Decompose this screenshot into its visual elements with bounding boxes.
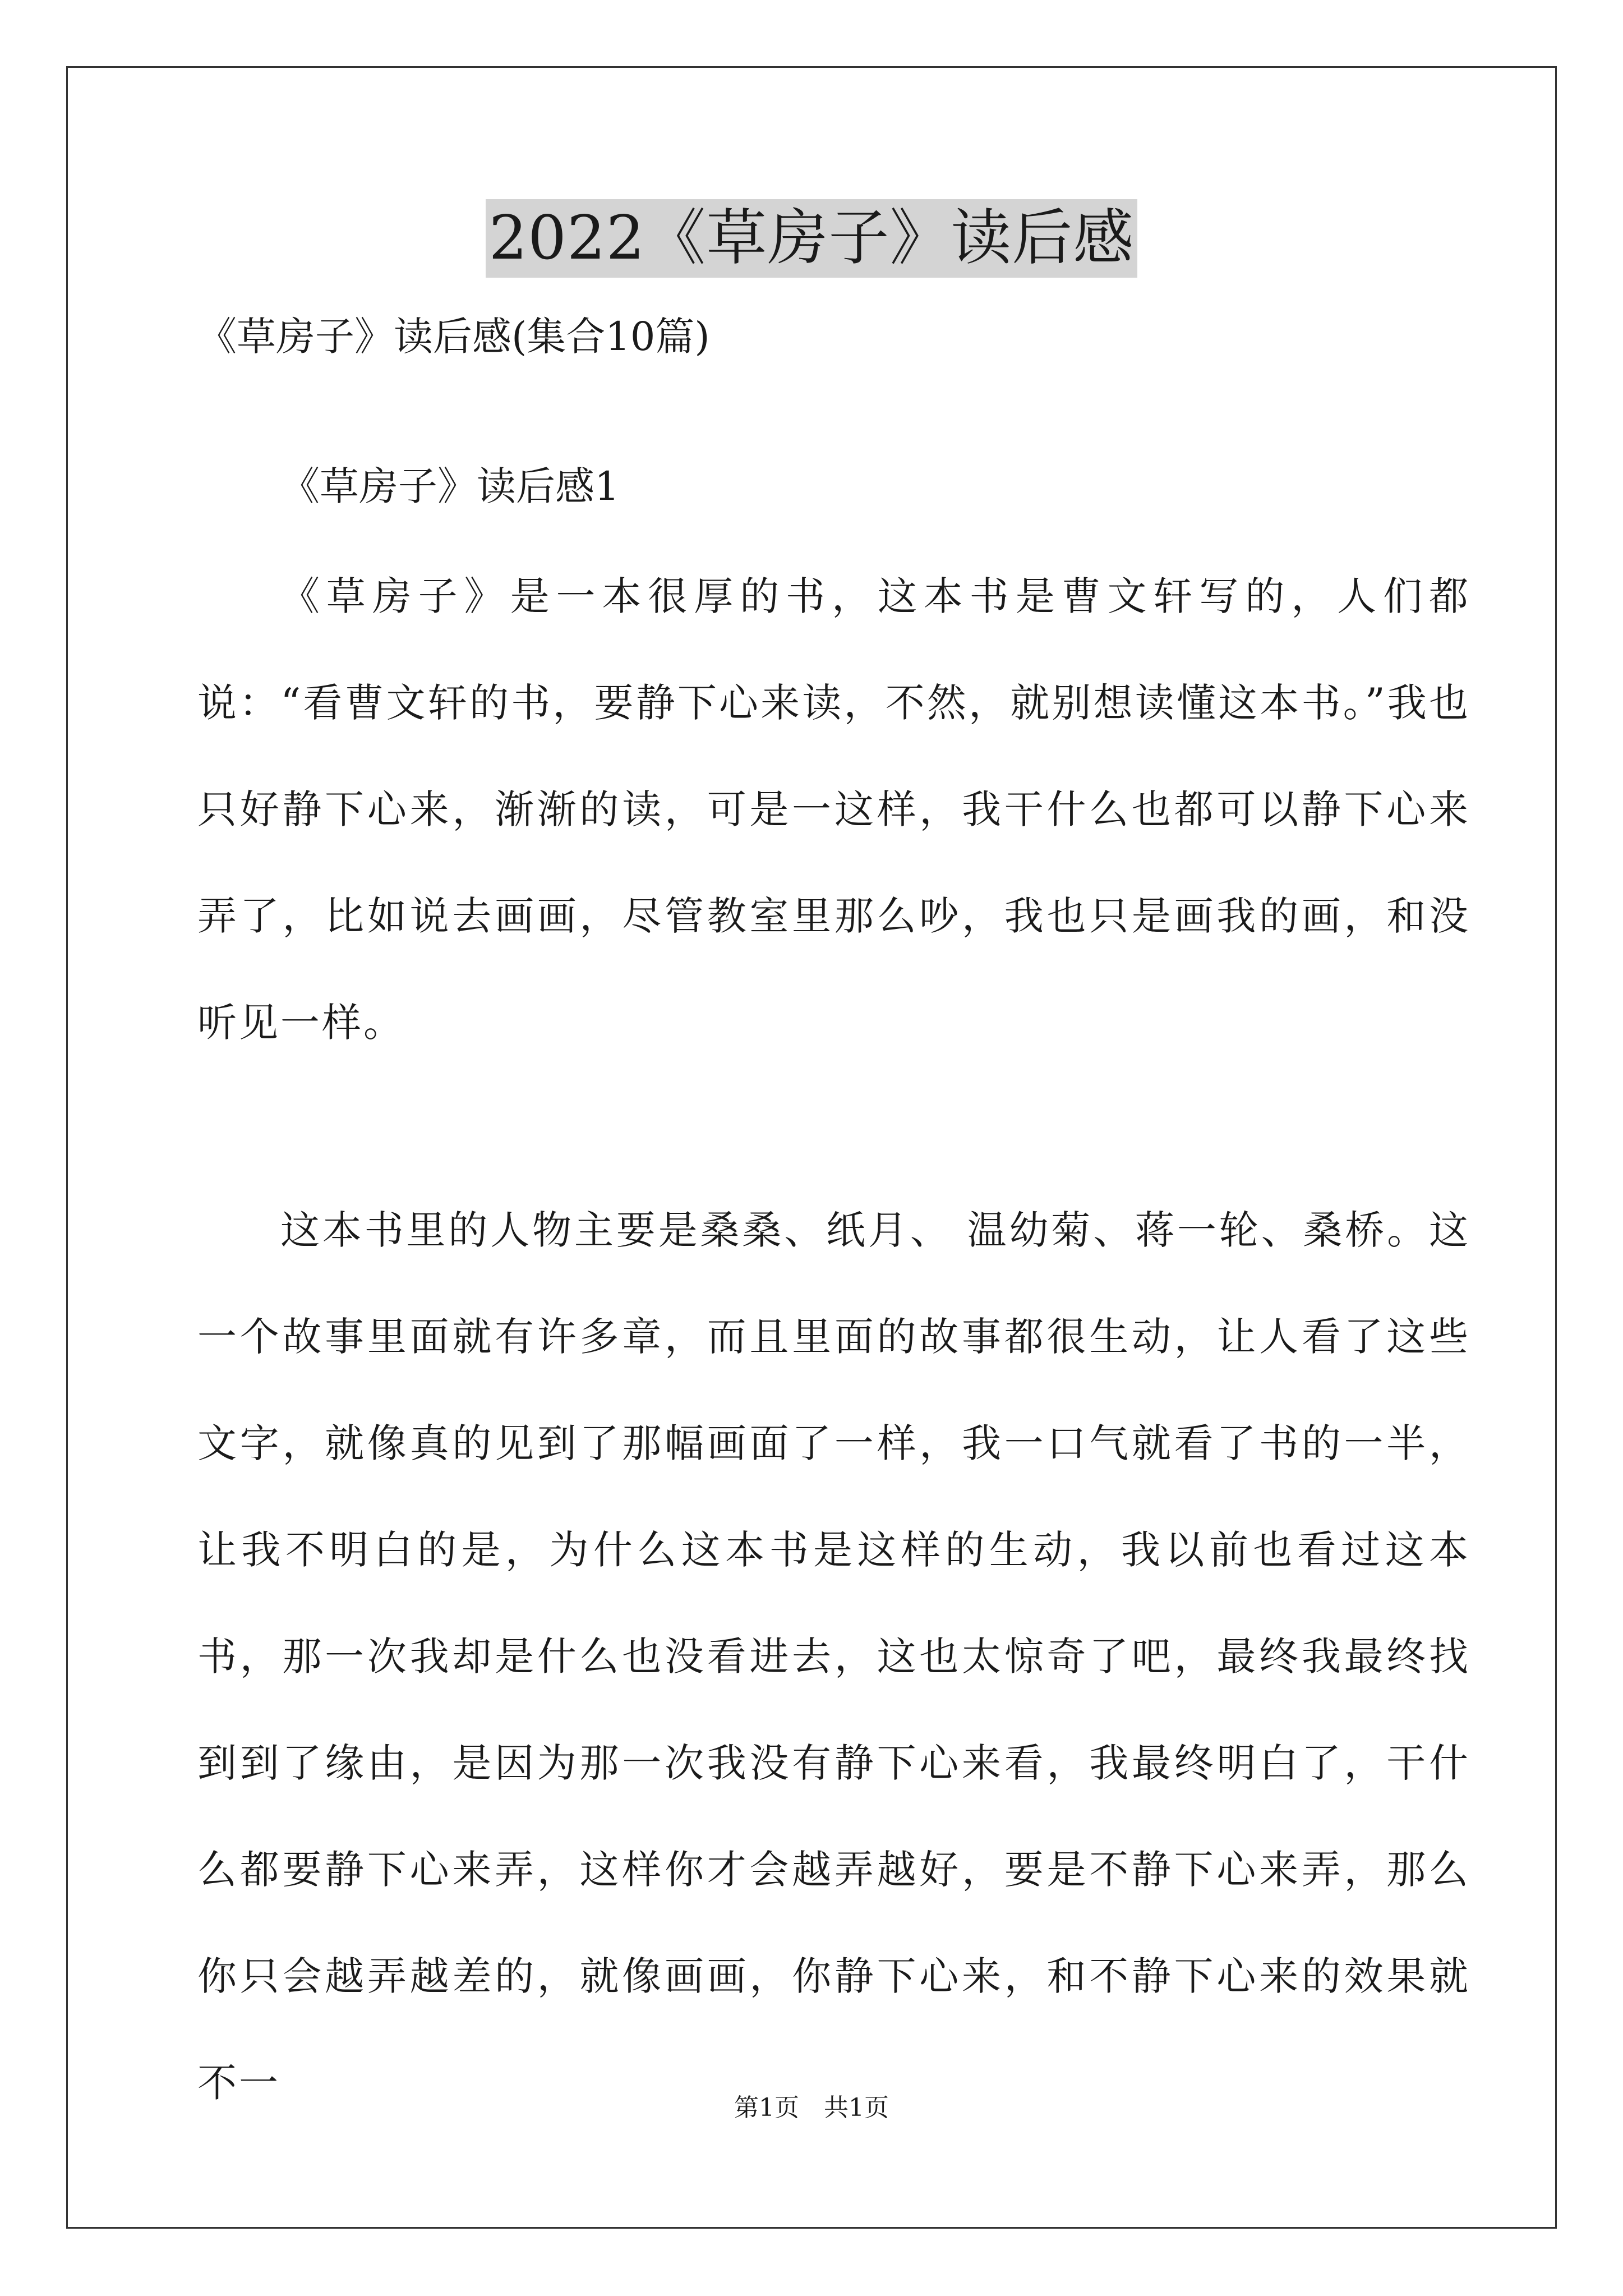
paragraph-2: 这本书里的人物主要是桑桑、纸月、 温幼菊、蒋一轮、桑桥。这一个故事里面就有许多章，而且里面的故事都很生动，让人看了这些文字，就像真的见到了那幅画面了一样，我一口气就看了书的一半，让我不明白的是，为什么这本书是这样的生动，我以前也看过这本书，那一次我却是什么也没看进去，这也太惊奇了吧，最终我最终找到到了缘由，是因为那一次我没有静下心来看，我最终明白了，干什么都要静下心来弄，这样你才会越弄越好，要是不静下心来弄，那么你只会越弄越差的，就像画画，你静下心来，和不静下心来的效果就不一 <box>197 1207 1470 2106</box>
title-container <box>0 199 1623 278</box>
paragraph-1: 《草房子》是一本很厚的书，这本书是曹文轩写的，人们都说：“看曹文轩的书，要静下心来读，不然，就别想读懂这本书。”我也只好静下心来，渐渐的读，可是一这样，我干什么也都可以静下心来弄了，比如说去画画，尽管教室里那么吵，我也只是画我的画，和没听见一样。 <box>197 573 1470 1046</box>
document-subtitle: 《草房子》读后感(集合10篇) <box>197 314 710 360</box>
section-heading: 《草房子》读后感1 <box>280 463 620 509</box>
document-title: 2022《草房子》读后感 <box>486 199 1138 278</box>
page-footer: 第1页 共1页 <box>734 2093 889 2122</box>
